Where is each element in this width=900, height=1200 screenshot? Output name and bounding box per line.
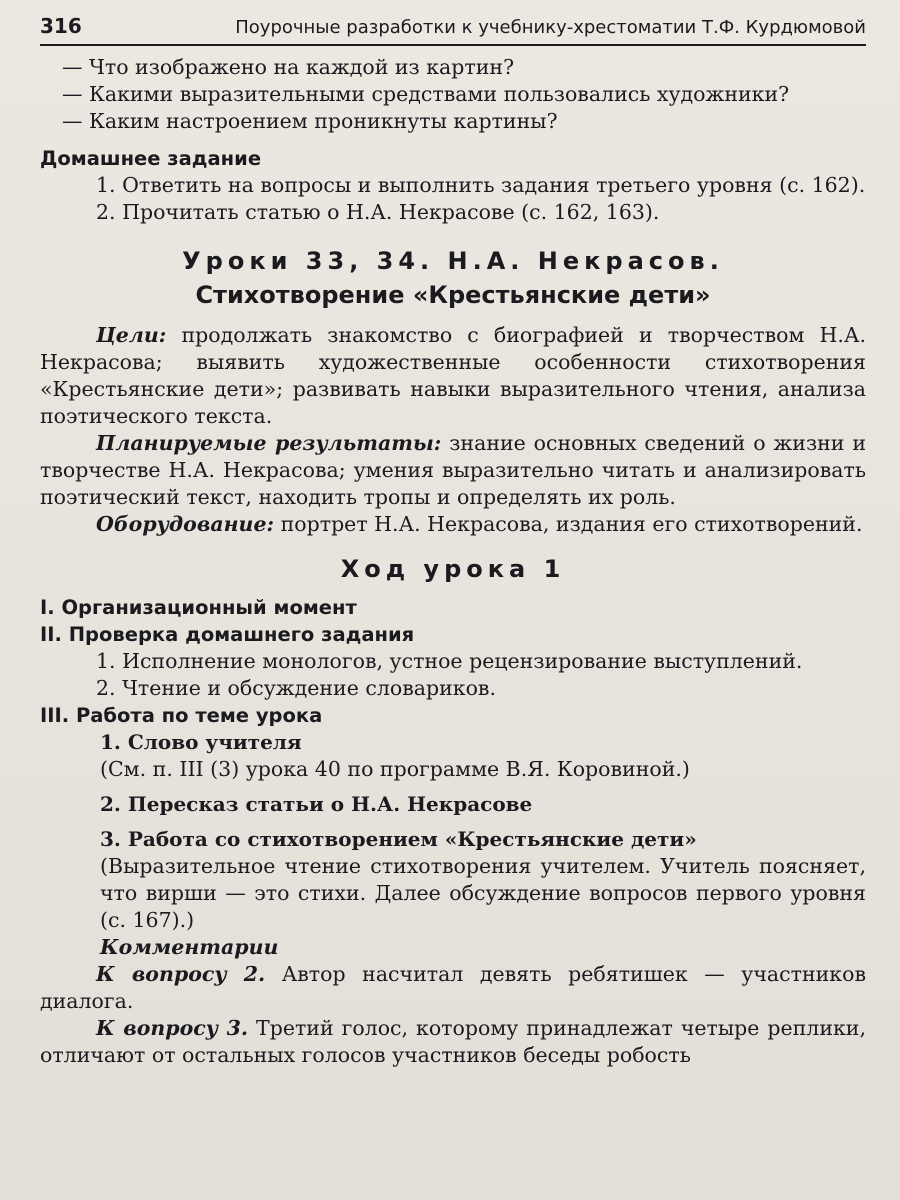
subsection-3-text: (Выразительное чтение стихотворения учителем. Учитель поясняет, что вирши — это стихи. Далее обсуждение вопросов первого уровня (с. 167).) (100, 854, 866, 932)
goals-text: продолжать знакомство с биографией и творчеством Н.А. Некрасова; выявить художественные особенности стихотворения «Крестьянские дети»; развивать навыки выразительного чтения, анализа поэтического текста. (40, 323, 866, 428)
section-3-heading: III. Работа по теме урока (40, 704, 323, 727)
subsection-2-title: 2. Пересказ статьи о Н.А. Некрасове (100, 792, 533, 816)
goals-label: Цели: (96, 323, 167, 347)
homework-heading: Домашнее задание (40, 147, 262, 170)
q3-text: Третий голос, которому принадлежат четыре реплики, отличают от остальных голосов участников беседы робость (40, 1016, 866, 1067)
question-2: — Какими выразительными средствами пользовались художники? (62, 82, 790, 106)
equipment-text: портрет Н.А. Некрасова, издания его стихотворений. (274, 512, 863, 536)
section-1-heading: I. Организационный момент (40, 596, 357, 619)
comment-question-3 (40, 1015, 866, 1069)
question-3: — Каким настроением проникнуты картины? (62, 109, 558, 133)
q3-label: К вопросу 3. (96, 1016, 249, 1040)
lesson-goals (40, 322, 866, 430)
q2-text: Автор насчитал девять ребятишек — участников диалога. (40, 962, 866, 1013)
comments-label: Комментарии (100, 935, 279, 959)
section-2-item-1: 1. Исполнение монологов, устное рецензирование выступлений. (96, 649, 803, 673)
results-label: Планируемые результаты: (96, 431, 442, 455)
planned-results (40, 430, 866, 511)
results-text: знание основных сведений о жизни и творчестве Н.А. Некрасова; умения выразительно читать и анализировать поэтический текст, находить тропы и определять их роль. (40, 431, 866, 509)
equipment (40, 511, 866, 538)
page-content (40, 14, 866, 1069)
page-number: 316 (40, 14, 82, 38)
lesson-title-line-1: Уроки 33, 34. Н.А. Некрасов. (182, 247, 724, 275)
running-title: Поурочные разработки к учебнику-хрестоматии Т.Ф. Курдюмовой (235, 17, 866, 38)
subsection-1-title: 1. Слово учителя (100, 730, 302, 754)
section-2-heading: II. Проверка домашнего задания (40, 623, 415, 646)
course-title: Ход урока 1 (340, 555, 566, 583)
q2-label: К вопросу 2. (96, 962, 266, 986)
subsection-1-text: (См. п. III (3) урока 40 по программе В.Я. Коровиной.) (100, 757, 690, 781)
running-head (40, 14, 866, 46)
subsection-3-title: 3. Работа со стихотворением «Крестьянские дети» (100, 827, 697, 851)
lesson-title-line-2: Стихотворение «Крестьянские дети» (195, 281, 711, 309)
homework-item-2: 2. Прочитать статью о Н.А. Некрасове (с. 162, 163). (96, 200, 660, 224)
equipment-label: Оборудование: (96, 512, 275, 536)
homework-item-1: 1. Ответить на вопросы и выполнить задания третьего уровня (с. 162). (96, 173, 866, 197)
section-2-item-2: 2. Чтение и обсуждение словариков. (96, 676, 496, 700)
question-1: — Что изображено на каждой из картин? (62, 55, 515, 79)
comment-question-2 (40, 961, 866, 1015)
